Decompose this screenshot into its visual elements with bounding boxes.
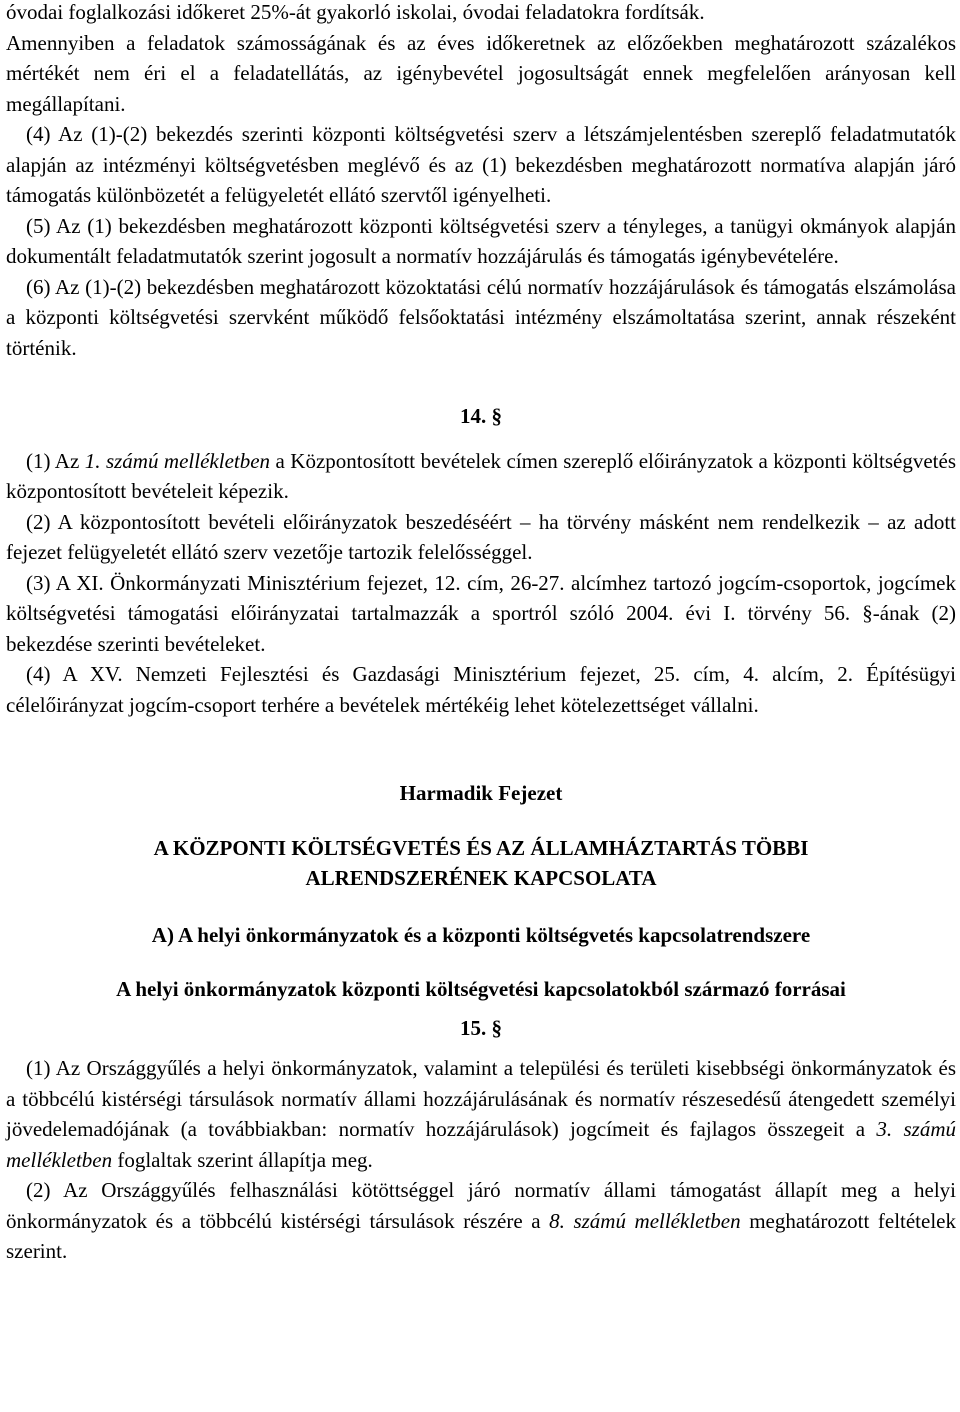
- paragraph-15-2-text: (2) Az Országgyűlés felhasználási kötöttséggel járó normatív állami támogatást állapít meg a helyi önkormányzatok és a többcélú kistérségi társulások részére a: [6, 1178, 956, 1233]
- section-14-number: 14. §: [460, 404, 502, 428]
- paragraph-14-3: (3) A XI. Önkormányzati Minisztérium fejezet, 12. cím, 26-27. alcímhez tartozó jogcím-csoportok, jogcímek költségvetési támogatási előirányzatai tartalmazzák a sportról szóló 2004. évi I. törvény 56. §-ának (2) bekezdése szerinti bevételeket.: [6, 570, 956, 656]
- annex-3-reference: 3. számú mellékletben: [6, 1117, 957, 1172]
- paragraph-13-6: (6) Az (1)-(2) bekezdésben meghatározott közoktatási célú normatív hozzájárulások és támogatás elszámolása a központi költségvetési szervként működő felsőoktatási intézmény elszámoltatása szerint, annak részeként történik.: [6, 274, 956, 360]
- paragraph-14-1: [6, 446, 956, 507]
- paragraph-15-1-text-end: foglaltak szerint állapítja meg.: [112, 1147, 373, 1172]
- paragraph-14-2: (2) A központosított bevételi előirányzatok beszedéséért – ha törvény másként nem rendelkezik – az adott fejezet felügyeletét ellátó szerv vezetője tartozik felelősséggel.: [6, 509, 956, 564]
- paragraph-14-4: (4) A XV. Nemzeti Fejlesztési és Gazdasági Minisztérium fejezet, 25. cím, 4. alcím, 2. Építésügyi célelőirányzat jogcím-csoport terhére a bevételek mértékéig lehet kötelezettséget vállalni.: [6, 662, 956, 717]
- continued-text-line: óvodai foglalkozási időkeret 25%-át gyakorló iskolai, óvodai feladatokra fordítsák.: [6, 0, 705, 24]
- paragraph-15-2-text-end: meghatározott feltételek szerint.: [6, 1208, 956, 1263]
- paragraph-15-1-text: (1) Az Országgyűlés a helyi önkormányzatok, valamint a települési és területi kisebbségi önkormányzatok és a többcélú kistérségi társulások normatív állami hozzájárulásának és normatív részesedésű átengedett személyi jövedelemadójának (a továbbiakban: normatív hozzájárulások) jogcímeit és fajlagos összegeit a: [6, 1056, 956, 1141]
- chapter-title-line-1: A KÖZPONTI KÖLTSÉGVETÉS ÉS AZ ÁLLAMHÁZTARTÁS TÖBBI: [153, 835, 809, 860]
- subpart-heading: A helyi önkormányzatok központi költségvetési kapcsolatokból származó forrásai: [116, 977, 846, 1001]
- chapter-title-line-2: ALRENDSZERÉNEK KAPCSOLATA: [305, 866, 657, 890]
- annex-8-reference: 8. számú mellékletben: [549, 1208, 741, 1233]
- paragraph-15-2: [6, 1175, 956, 1267]
- paragraph-14-1-text: (1) Az: [26, 448, 85, 473]
- document-page: [6, 0, 956, 1267]
- paragraph-15-1: [6, 1053, 956, 1175]
- annex-1-reference: 1. számú mellékletben: [84, 448, 271, 473]
- paragraph-13-5: (5) Az (1) bekezdésben meghatározott központi költségvetési szerv a tényleges, a tanügyi okmányok alapján dokumentált feladatmutatók szerint jogosult a normatív hozzájárulás és támogatás igénybevételére.: [6, 213, 956, 268]
- chapter-heading: Harmadik Fejezet: [399, 781, 563, 805]
- part-a-heading: A) A helyi önkormányzatok és a központi költségvetés kapcsolatrendszere: [151, 922, 811, 947]
- paragraph-14-1-text-end: a Központosított bevételek címen szereplő előirányzatok a központi költségvetés központosított bevételeit képezik.: [6, 448, 956, 503]
- paragraph-continued: Amennyiben a feladatok számosságának és az éves időkeretnek az előzőekben meghatározott százalékos mértékét nem éri el a feladatellátás, az igénybevétel jogosultságát ennek megfelelően arányosan kell megállapítani.: [6, 30, 956, 116]
- paragraph-13-4: (4) Az (1)-(2) bekezdés szerinti központi költségvetési szerv a létszámjelentésben szereplő feladatmutatók alapján az intézményi költségvetésben meglévő és az (1) bekezdésben meghatározott normatíva alapján járó támogatás különbözetét a felügyeletét ellátó szervtől igényelheti.: [6, 122, 956, 207]
- section-15-number: 15. §: [460, 1015, 502, 1040]
